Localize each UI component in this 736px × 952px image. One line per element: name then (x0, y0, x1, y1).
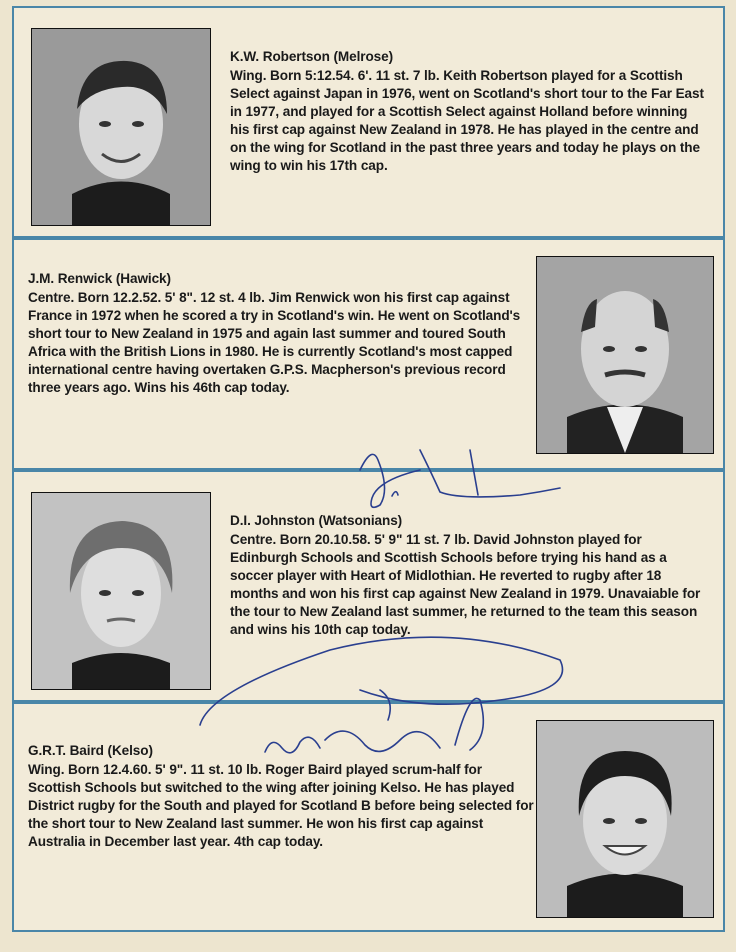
player-bio-baird (28, 742, 536, 851)
player-name: J.M. Renwick (Hawick) (28, 271, 171, 286)
player-description: Centre. Born 12.2.52. 5' 8". 12 st. 4 lb. Jim Renwick won his first cap against France in 1972 when he scored a try in Scotland's win. He went on Scotland's short tour to New Zealand in 1975 and again last summer and toured South Africa with the British Lions in 1980. He is currently Scotland's most capped international centre having overtaken G.P.S. Macpherson's previous record three years ago. Wins his 46th cap today. (28, 290, 521, 395)
player-panel-robertson (12, 6, 725, 238)
player-bio-johnston (230, 512, 710, 639)
portrait-icon (32, 29, 210, 225)
portrait-icon (32, 493, 210, 689)
player-photo-johnston (31, 492, 211, 690)
player-bio-renwick (28, 270, 524, 397)
player-name: G.R.T. Baird (Kelso) (28, 743, 153, 758)
player-name: D.I. Johnston (Watsonians) (230, 513, 403, 528)
player-photo-robertson (31, 28, 211, 226)
portrait-icon (537, 721, 713, 917)
player-panel-johnston (12, 470, 725, 702)
player-description: Centre. Born 20.10.58. 5' 9" 11 st. 7 lb. David Johnston played for Edinburgh Schools and Scottish Schools before trying his hand as a soccer player with Heart of Midlothian. He reverted to rugby after 18 months and won his first cap against New Zealand in 1979. Unavaiable for the tour to New Zealand last summer, he returned to the team this season and wins his 10th cap today. (230, 532, 701, 637)
player-panel-renwick (12, 238, 725, 470)
player-name: K.W. Robertson (Melrose) (230, 49, 394, 64)
player-bio-robertson (230, 48, 710, 175)
portrait-icon (537, 257, 713, 453)
player-photo-renwick (536, 256, 714, 454)
player-photo-baird (536, 720, 714, 918)
player-description: Wing. Born 12.4.60. 5' 9". 11 st. 10 lb. Roger Baird played scrum-half for Scottish Schools but switched to the wing after joining Kelso. He has played District rugby for the South and played for Scotland B before being selected for the short tour to New Zealand last summer. He won his first cap against Australia in December last year. 4th cap today. (28, 762, 534, 849)
player-panel-baird (12, 702, 725, 932)
player-description: Wing. Born 5:12.54. 6'. 11 st. 7 lb. Keith Robertson played for a Scottish Select against Japan in 1976, went on Scotland's short tour to the Far East in 1977, and played for a Scottish Select against Holland before winning his first cap against New Zealand in 1978. He has played in the centre and on the wing for Scotland in the past three years and today he plays on the wing to win his 17th cap. (230, 68, 704, 173)
